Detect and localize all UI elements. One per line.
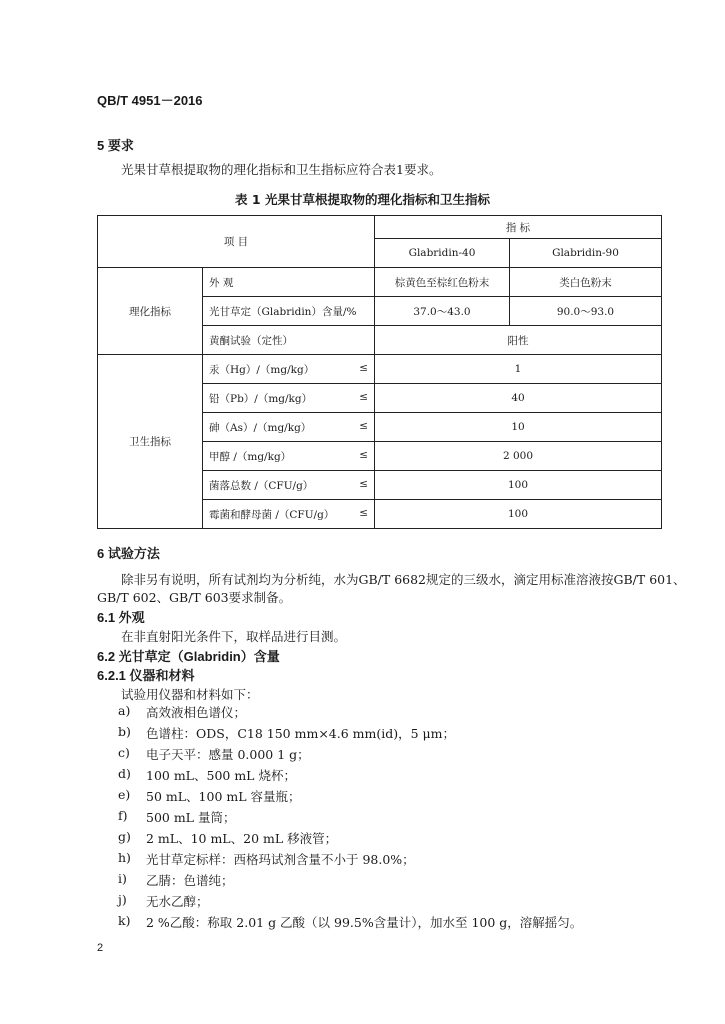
list-item-text: 光甘草定标样：西格玛试剂含量不小于 98.0%； xyxy=(146,852,415,867)
section-6-heading: 6 试验方法 xyxy=(97,546,160,561)
le-sign: ≤ xyxy=(359,419,368,432)
value-lead: 40 xyxy=(375,384,662,413)
header-glabridin-40: Glabridin-40 xyxy=(375,239,510,268)
item-mercury xyxy=(203,355,375,384)
item-total-colony xyxy=(203,471,375,500)
value-appearance-40: 棕黄色至棕红色粉末 xyxy=(375,268,510,297)
requirements-table xyxy=(97,215,662,529)
list-item-label: d) xyxy=(118,766,131,781)
list-item-text: 色谱柱：ODS，C18 150 mm×4.6 mm(id)，5 μm； xyxy=(146,726,456,741)
list-item-text: 高效液相色谱仪； xyxy=(146,705,247,720)
list-item-label: f) xyxy=(118,808,128,823)
value-glabridin-90: 90.0～93.0 xyxy=(510,297,662,326)
standard-number: QB/T 4951－2016 xyxy=(97,93,203,108)
item-mold-yeast-label: 霉菌和酵母菌 /（CFU/g） xyxy=(209,508,335,521)
list-item-label: i) xyxy=(118,871,127,886)
section-5-heading: 5 要求 xyxy=(97,138,134,153)
item-lead-label: 铅（Pb）/（mg/kg） xyxy=(209,392,313,405)
le-sign: ≤ xyxy=(359,390,368,403)
list-item-text: 50 mL、100 mL 容量瓶； xyxy=(146,789,301,804)
header-glabridin-90: Glabridin-90 xyxy=(510,239,662,268)
section-6-1-text: 在非直射阳光条件下，取样品进行目测。 xyxy=(121,629,347,644)
list-item-label: b) xyxy=(118,724,131,739)
item-arsenic xyxy=(203,413,375,442)
header-item: 项 目 xyxy=(98,216,375,268)
item-mercury-label: 汞（Hg）/（mg/kg） xyxy=(209,363,315,376)
value-arsenic: 10 xyxy=(375,413,662,442)
group-hygienic: 卫生指标 xyxy=(98,355,203,529)
value-total-colony: 100 xyxy=(375,471,662,500)
header-index: 指 标 xyxy=(375,216,662,239)
list-item-text: 电子天平：感量 0.000 1 g； xyxy=(146,747,310,762)
item-methanol-label: 甲醇 /（mg/kg） xyxy=(209,450,292,463)
item-total-colony-label: 菌落总数 /（CFU/g） xyxy=(209,479,314,492)
value-methanol: 2 000 xyxy=(375,442,662,471)
section-6-intro-line1: 除非另有说明，所有试剂均为分析纯，水为GB/T 6682规定的三级水，滴定用标准溶液按GB/T 601、 xyxy=(121,572,686,587)
item-arsenic-label: 砷（As）/（mg/kg） xyxy=(209,421,312,434)
list-item-label: c) xyxy=(118,745,130,760)
item-methanol xyxy=(203,442,375,471)
list-item-text: 2 mL、10 mL、20 mL 移液管； xyxy=(146,831,338,846)
le-sign: ≤ xyxy=(359,477,368,490)
list-item-text: 100 mL、500 mL 烧杯； xyxy=(146,768,296,783)
list-item-text: 乙腈：色谱纯； xyxy=(146,873,234,888)
page-number: 2 xyxy=(97,942,104,954)
section-6-2-1-intro: 试验用仪器和材料如下： xyxy=(121,687,259,702)
le-sign: ≤ xyxy=(359,448,368,461)
item-glabridin-content: 光甘草定（Glabridin）含量/% xyxy=(203,297,375,326)
list-item-label: a) xyxy=(118,703,131,718)
section-6-2-heading: 6.2 光甘草定（Glabridin）含量 xyxy=(97,649,280,664)
le-sign: ≤ xyxy=(359,361,368,374)
item-flavone-test: 黄酮试验（定性） xyxy=(203,326,375,355)
value-appearance-90: 类白色粉末 xyxy=(510,268,662,297)
section-6-intro-line2: GB/T 602、GB/T 603要求制备。 xyxy=(97,590,292,605)
group-physicochemical: 理化指标 xyxy=(98,268,203,355)
item-appearance: 外 观 xyxy=(203,268,375,297)
list-item-text: 500 mL 量筒； xyxy=(146,810,236,825)
value-glabridin-40: 37.0～43.0 xyxy=(375,297,510,326)
value-mercury: 1 xyxy=(375,355,662,384)
section-6-2-1-heading: 6.2.1 仪器和材料 xyxy=(97,668,195,683)
list-item-label: g) xyxy=(118,829,131,844)
section-5-intro: 光果甘草根提取物的理化指标和卫生指标应符合表1要求。 xyxy=(121,162,442,177)
list-item-label: j) xyxy=(118,892,127,907)
section-6-1-heading: 6.1 外观 xyxy=(97,610,145,625)
value-flavone-test: 阳性 xyxy=(375,326,662,355)
item-lead xyxy=(203,384,375,413)
list-item-label: e) xyxy=(118,787,131,802)
list-item-text: 无水乙醇； xyxy=(146,894,209,909)
list-item-label: h) xyxy=(118,850,131,865)
list-item-label: k) xyxy=(118,913,131,928)
list-item-text: 2 %乙酸：称取 2.01 g 乙酸（以 99.5%含量计），加水至 100 g，溶解摇匀。 xyxy=(146,915,583,930)
item-mold-yeast xyxy=(203,500,375,529)
le-sign: ≤ xyxy=(359,506,368,519)
table-1-caption: 表 1 光果甘草根提取物的理化指标和卫生指标 xyxy=(235,192,490,207)
value-mold-yeast: 100 xyxy=(375,500,662,529)
